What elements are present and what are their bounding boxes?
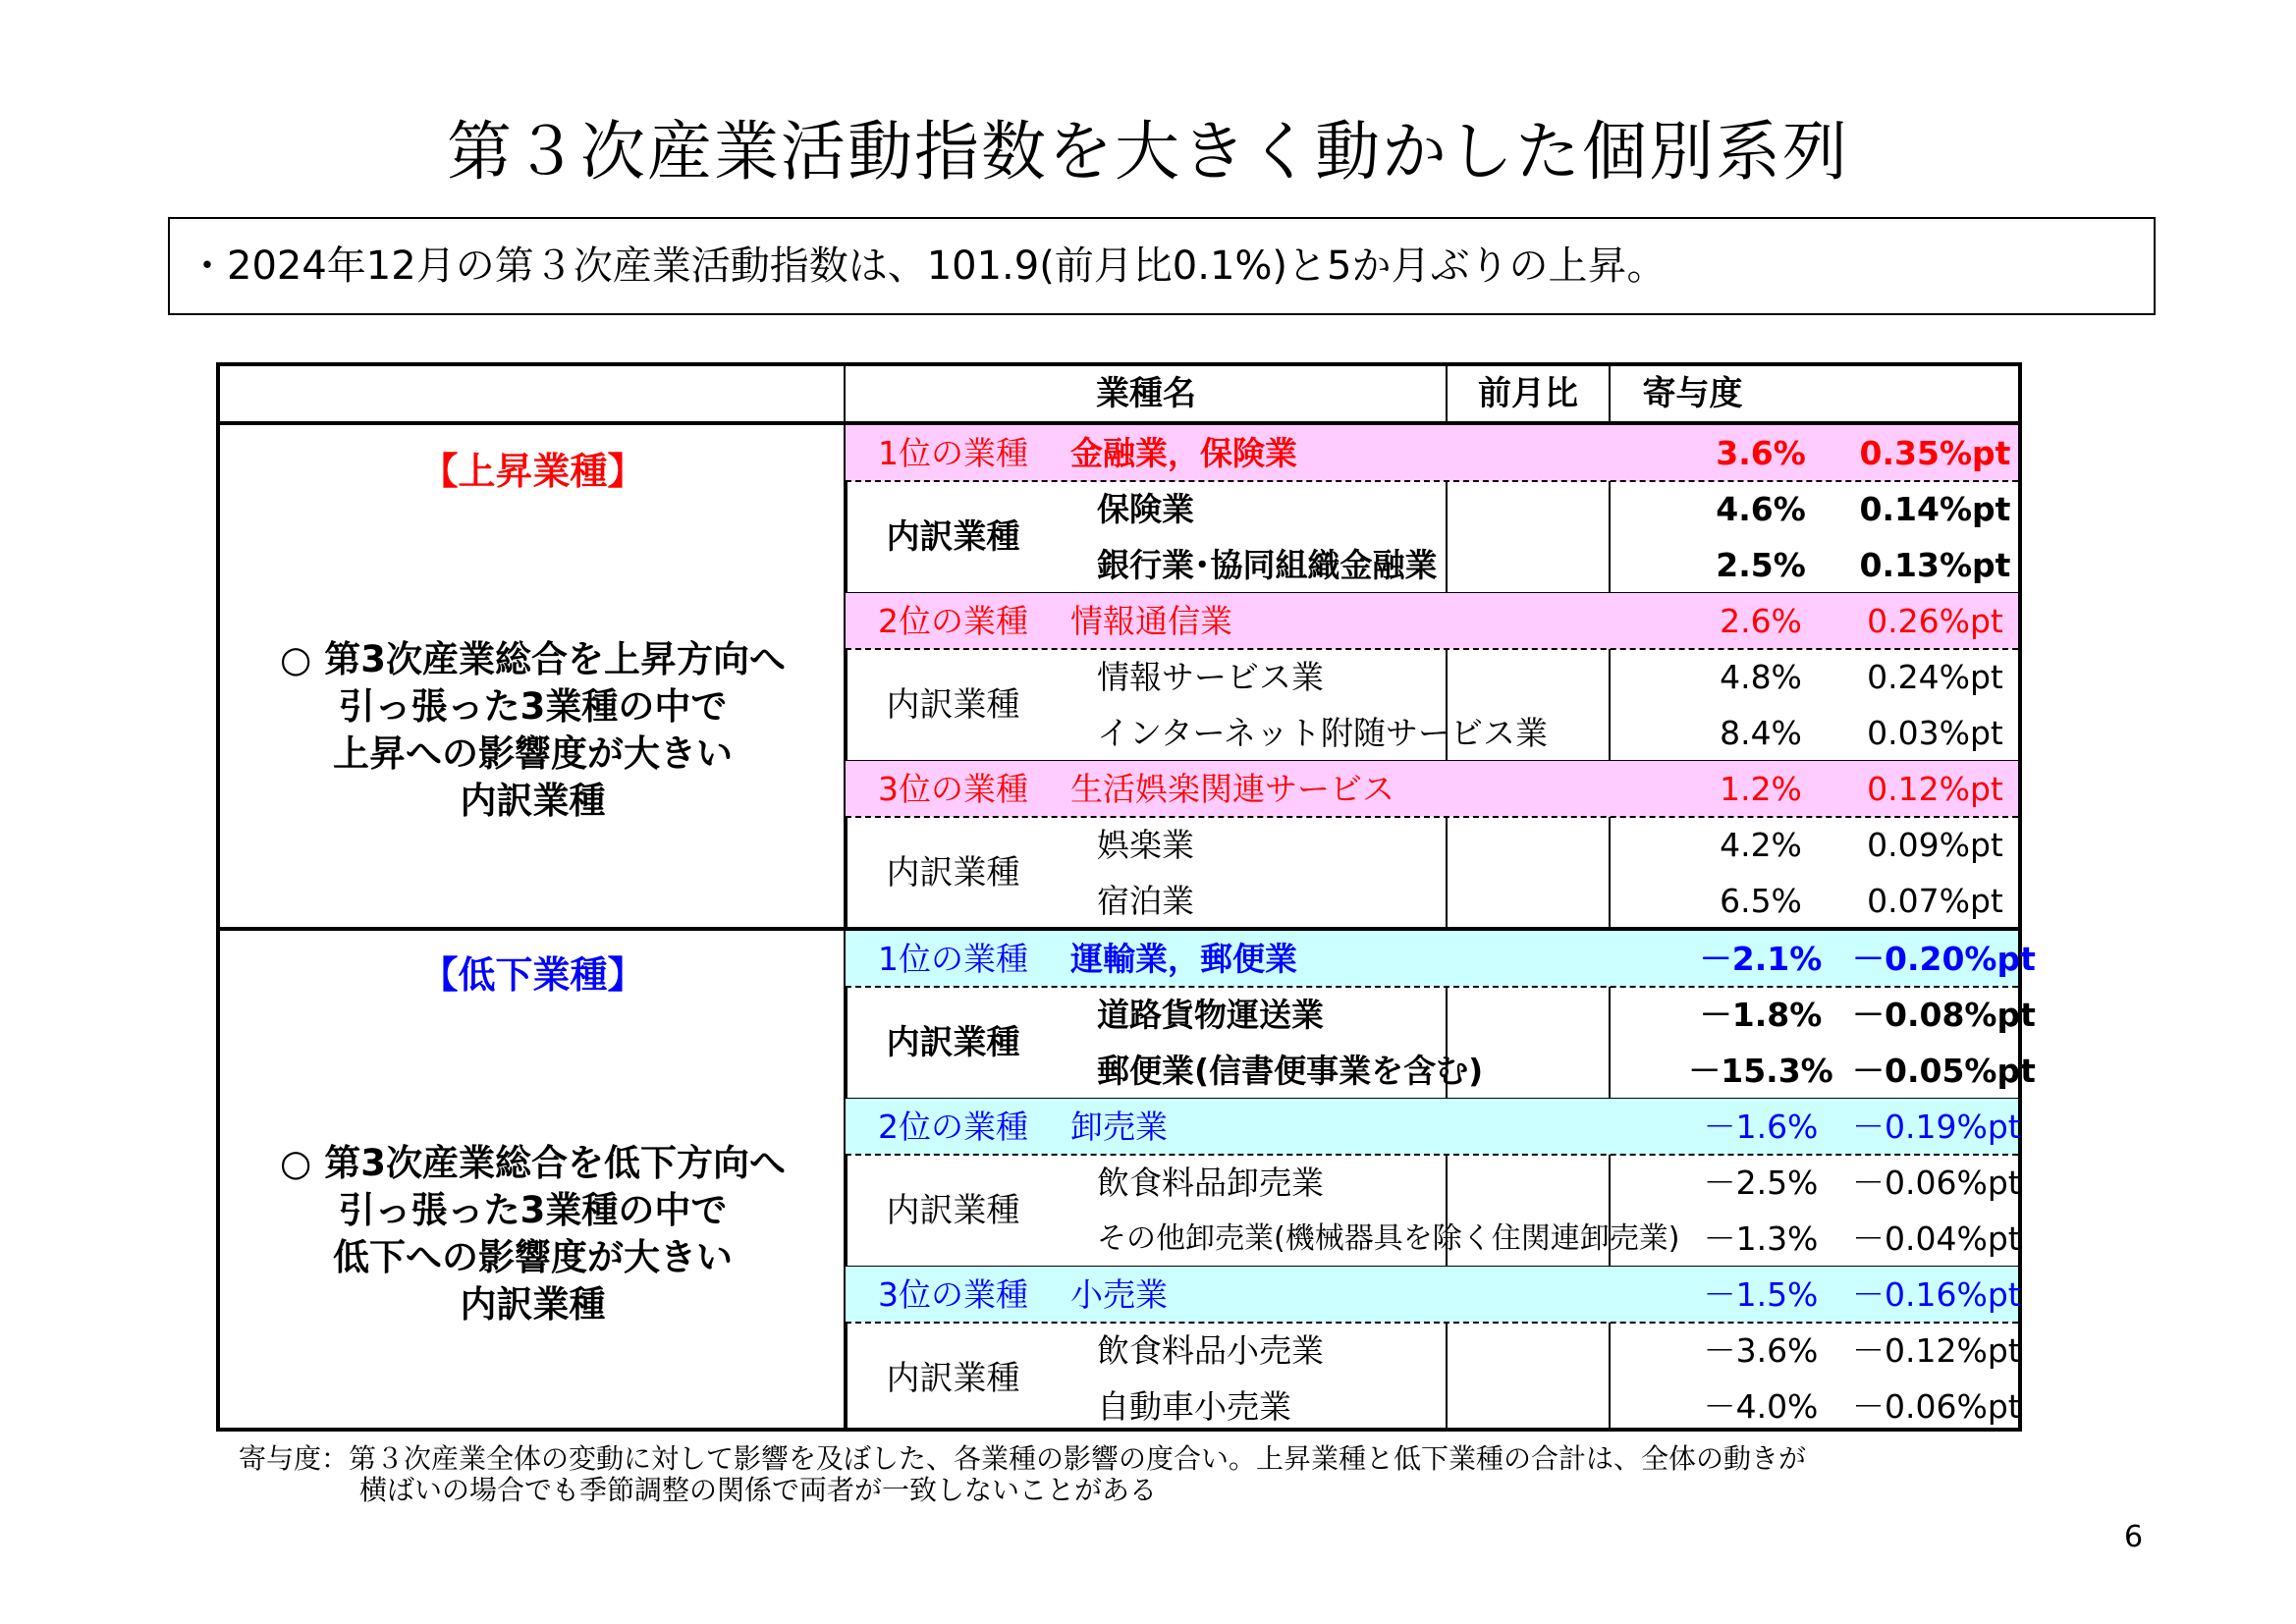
up-rank3-sub1-con: 0.09%pt [1867,826,2003,864]
down-rank2-sub2-name: その他卸売業(機械器具を除く住関連卸売業) [1097,1221,1680,1256]
up-rank1-con: 0.35%pt [1859,434,2011,472]
down-heading: 【低下業種】 [420,953,645,997]
down-rank3-mom: －1.5% [1703,1275,1819,1314]
up-rank3-con: 0.12%pt [1867,770,2003,808]
footnote [239,1443,1806,1506]
down-rank1-sub1-mom: －1.8% [1699,996,1823,1034]
down-rank2-sub1-con: －0.06%pt [1852,1164,2021,1202]
up-rank2-sub1-row [846,649,2018,705]
up-rank2-sub2-name: インターネット附随サービス業 [1097,714,1549,752]
down-rank3-sub2-mom: －4.0% [1703,1387,1819,1426]
down-rank1-label: 1位の業種 [878,940,1028,978]
up-rank3-sub1-name: 娯楽業 [1097,826,1194,864]
down-rank2-sub1-mom: －2.5% [1703,1164,1819,1202]
table-header [220,366,2018,425]
down-rank1-sub2-con: －0.05%pt [1852,1052,2036,1090]
up-rank2-sub-label: 内訳業種 [886,685,1020,725]
down-desc-2: 引っ張った3業種の中で [338,1189,728,1231]
divider-header-left [844,366,846,425]
up-rank2-con: 0.26%pt [1867,602,2003,640]
up-rank1-name: 金融業，保険業 [1070,434,1297,472]
footnote-line-2: 横ばいの場合でも季節調整の関係で両者が一致しないことがある [359,1474,1158,1506]
up-rank1-mom: 3.6% [1716,434,1806,472]
up-rank1-sub1-name: 保険業 [1097,490,1194,528]
down-rank3-sub1-name: 飲食料品小売業 [1097,1331,1324,1370]
header-industry: 業種名 [1096,374,1196,413]
down-rank1-row [846,931,2036,987]
down-rank1-sub2-mom: －15.3% [1688,1052,1833,1090]
down-rank3-row [846,1267,2021,1323]
down-rank1-sub1-name: 道路貨物運送業 [1097,996,1324,1034]
up-rank3-name: 生活娯楽関連サービス [1070,770,1394,808]
down-rank2-sub2-con: －0.04%pt [1852,1219,2021,1258]
up-rank2-name: 情報通信業 [1070,602,1232,640]
down-rank2-sub1-row [846,1155,2021,1211]
down-rank1-sub2-row [846,1043,2036,1099]
down-rank3-name: 小売業 [1070,1275,1168,1314]
up-rank2-label: 2位の業種 [878,602,1028,640]
up-rank1-label: 1位の業種 [878,434,1028,472]
down-rank3-sub-label: 内訳業種 [886,1359,1020,1398]
down-rank3-sub2-row [846,1379,2021,1435]
up-rank1-sub-label: 内訳業種 [886,517,1020,557]
up-rank1-sub1-mom: 4.6% [1716,490,1806,528]
down-rank3-sub1-con: －0.12%pt [1852,1331,2021,1370]
down-desc-3: 低下への影響度が大きい [333,1236,733,1278]
page-title: 第３次産業活動指数を大きく動かした個別系列 [447,114,1849,189]
down-rank2-con: －0.19%pt [1852,1108,2021,1146]
up-rank2-row [846,593,2018,649]
header-mom: 前月比 [1478,374,1578,413]
up-rank3-sub2-row [846,873,2018,929]
up-rank1-sub2-mom: 2.5% [1716,546,1806,584]
up-rank3-label: 3位の業種 [878,770,1028,808]
up-rank3-row [846,761,2018,817]
footnote-line-1: 寄与度：第３次産業全体の変動に対して影響を及ぼした、各業種の影響の度合い。上昇業種と低下業種の合計は、全体の動きが [239,1442,1807,1475]
down-rank1-sub1-con: －0.08%pt [1852,996,2036,1034]
down-rank3-label: 3位の業種 [878,1275,1028,1314]
down-rank3-sub1-mom: －3.6% [1703,1331,1819,1370]
up-rank2-sub1-name: 情報サービス業 [1097,658,1324,696]
down-rank1-mom: －2.1% [1699,940,1823,978]
up-rank3-sub2-name: 宿泊業 [1097,882,1194,920]
up-heading: 【上昇業種】 [420,450,645,493]
summary-box: ・2024年12月の第３次産業活動指数は、101.9(前月比0.1%)と5か月ぶりの上昇。 [168,217,2156,315]
up-desc-3: 上昇への影響度が大きい [333,732,733,775]
page-number: 6 [2124,1520,2144,1554]
up-rank3-sub1-row [846,817,2018,873]
up-rank3-sub2-con: 0.07%pt [1867,882,2003,920]
down-rank1-con: －0.20%pt [1852,940,2036,978]
up-rank1-sub2-row [846,537,2018,593]
down-desc-1: ○ 第3次産業総合を低下方向へ [280,1142,786,1184]
up-rank1-sub1-con: 0.14%pt [1859,490,2011,528]
up-rank2-mom: 2.6% [1720,602,1802,640]
down-rank3-sub2-name: 自動車小売業 [1097,1387,1291,1426]
up-rank2-sub1-mom: 4.8% [1720,658,1802,696]
up-rank1-sub1-row [846,481,2018,537]
down-rank2-mom: －1.6% [1703,1108,1819,1146]
down-rank2-name: 卸売業 [1070,1108,1168,1146]
down-rank2-sub2-row [846,1211,2021,1267]
down-rank1-name: 運輸業，郵便業 [1070,940,1297,978]
header-contribution: 寄与度 [1642,374,1743,413]
up-desc-1: ○ 第3次産業総合を上昇方向へ [280,638,786,680]
up-rank3-sub1-mom: 4.2% [1720,826,1802,864]
up-rank1-row [846,425,2018,481]
up-desc-2: 引っ張った3業種の中で [338,685,728,728]
up-rank2-sub1-con: 0.24%pt [1867,658,2003,696]
down-rank2-sub2-mom: －1.3% [1703,1219,1819,1258]
up-rank2-sub2-mom: 8.4% [1720,714,1802,752]
down-rank2-sub-label: 内訳業種 [886,1191,1020,1230]
up-rank1-sub2-con: 0.13%pt [1859,546,2011,584]
down-rank1-sub-label: 内訳業種 [886,1023,1020,1062]
down-section-left [220,931,846,1433]
down-rank1-sub2-name: 郵便業(信書便事業を含む) [1097,1052,1484,1090]
up-rank3-sub2-mom: 6.5% [1720,882,1802,920]
up-rank2-sub2-con: 0.03%pt [1867,714,2003,752]
down-rank3-sub2-con: －0.06%pt [1852,1387,2021,1426]
industry-table [216,362,2036,1432]
down-rank1-sub1-row [846,987,2036,1043]
down-rank3-sub1-row [846,1323,2021,1379]
down-rank3-con: －0.16%pt [1852,1275,2021,1314]
down-section [220,931,2036,1433]
up-rank1-sub2-name: 銀行業･協同組織金融業 [1097,546,1438,584]
up-rank3-mom: 1.2% [1720,770,1802,808]
up-rank3-sub-label: 内訳業種 [886,853,1020,893]
down-desc-4: 内訳業種 [460,1283,606,1326]
up-section [220,425,2018,927]
down-rank2-label: 2位の業種 [878,1108,1028,1146]
down-rank2-row [846,1099,2021,1155]
up-section-left [220,425,846,927]
up-desc-4: 内訳業種 [460,780,606,822]
up-rank2-sub2-row [846,705,2018,761]
down-rank2-sub1-name: 飲食料品卸売業 [1097,1164,1324,1202]
